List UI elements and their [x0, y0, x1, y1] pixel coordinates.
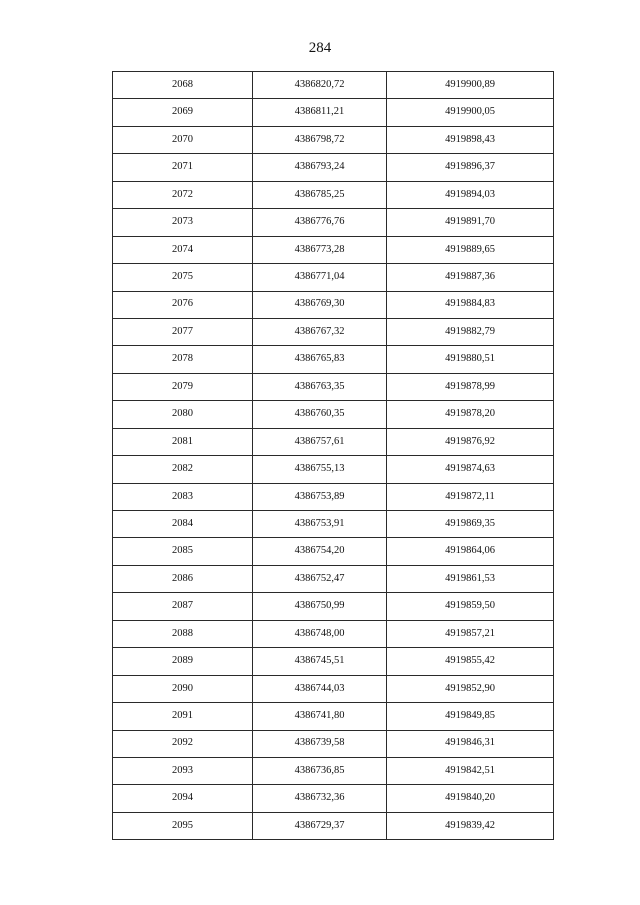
x-coordinate-cell: 4386732,36: [253, 785, 387, 812]
table-row: [113, 648, 554, 675]
point-number-cell: 2094: [113, 785, 253, 812]
y-coordinate-cell: 4919876,92: [387, 428, 554, 455]
y-coordinate-cell: 4919884,83: [387, 291, 554, 318]
x-coordinate-cell: 4386744,03: [253, 675, 387, 702]
table-row: [113, 264, 554, 291]
x-coordinate-cell: 4386769,30: [253, 291, 387, 318]
x-coordinate-cell: 4386752,47: [253, 565, 387, 592]
table-row: [113, 401, 554, 428]
point-number-cell: 2081: [113, 428, 253, 455]
point-number-cell: 2090: [113, 675, 253, 702]
y-coordinate-cell: 4919855,42: [387, 648, 554, 675]
point-number-cell: 2071: [113, 154, 253, 181]
table-row: [113, 511, 554, 538]
x-coordinate-cell: 4386760,35: [253, 401, 387, 428]
x-coordinate-cell: 4386748,00: [253, 620, 387, 647]
point-number-cell: 2091: [113, 703, 253, 730]
point-number-cell: 2092: [113, 730, 253, 757]
y-coordinate-cell: 4919849,85: [387, 703, 554, 730]
x-coordinate-cell: 4386754,20: [253, 538, 387, 565]
table-row: [113, 154, 554, 181]
table-row: [113, 620, 554, 647]
table-row: [113, 565, 554, 592]
x-coordinate-cell: 4386798,72: [253, 126, 387, 153]
y-coordinate-cell: 4919857,21: [387, 620, 554, 647]
x-coordinate-cell: 4386773,28: [253, 236, 387, 263]
y-coordinate-cell: 4919894,03: [387, 181, 554, 208]
point-number-cell: 2080: [113, 401, 253, 428]
point-number-cell: 2086: [113, 565, 253, 592]
x-coordinate-cell: 4386763,35: [253, 373, 387, 400]
table-row: [113, 318, 554, 345]
y-coordinate-cell: 4919864,06: [387, 538, 554, 565]
table-row: [113, 209, 554, 236]
coordinates-table-body: [113, 72, 554, 840]
y-coordinate-cell: 4919869,35: [387, 511, 554, 538]
x-coordinate-cell: 4386765,83: [253, 346, 387, 373]
point-number-cell: 2079: [113, 373, 253, 400]
table-row: [113, 428, 554, 455]
x-coordinate-cell: 4386811,21: [253, 99, 387, 126]
table-row: [113, 703, 554, 730]
point-number-cell: 2077: [113, 318, 253, 345]
table-row: [113, 593, 554, 620]
point-number-cell: 2070: [113, 126, 253, 153]
y-coordinate-cell: 4919880,51: [387, 346, 554, 373]
table-row: [113, 72, 554, 99]
point-number-cell: 2087: [113, 593, 253, 620]
table-row: [113, 346, 554, 373]
x-coordinate-cell: 4386741,80: [253, 703, 387, 730]
y-coordinate-cell: 4919878,20: [387, 401, 554, 428]
table-row: [113, 373, 554, 400]
y-coordinate-cell: 4919900,05: [387, 99, 554, 126]
page-number: 284: [308, 40, 332, 56]
point-number-cell: 2073: [113, 209, 253, 236]
x-coordinate-cell: 4386785,25: [253, 181, 387, 208]
y-coordinate-cell: 4919861,53: [387, 565, 554, 592]
y-coordinate-cell: 4919882,79: [387, 318, 554, 345]
x-coordinate-cell: 4386753,89: [253, 483, 387, 510]
y-coordinate-cell: 4919887,36: [387, 264, 554, 291]
x-coordinate-cell: 4386753,91: [253, 511, 387, 538]
y-coordinate-cell: 4919891,70: [387, 209, 554, 236]
point-number-cell: 2088: [113, 620, 253, 647]
point-number-cell: 2089: [113, 648, 253, 675]
y-coordinate-cell: 4919898,43: [387, 126, 554, 153]
point-number-cell: 2076: [113, 291, 253, 318]
point-number-cell: 2083: [113, 483, 253, 510]
point-number-cell: 2072: [113, 181, 253, 208]
point-number-cell: 2078: [113, 346, 253, 373]
table-row: [113, 291, 554, 318]
table-row: [113, 785, 554, 812]
y-coordinate-cell: 4919889,65: [387, 236, 554, 263]
point-number-cell: 2082: [113, 456, 253, 483]
point-number-cell: 2068: [113, 72, 253, 99]
x-coordinate-cell: 4386776,76: [253, 209, 387, 236]
x-coordinate-cell: 4386729,37: [253, 812, 387, 839]
point-number-cell: 2075: [113, 264, 253, 291]
table-row: [113, 456, 554, 483]
y-coordinate-cell: 4919874,63: [387, 456, 554, 483]
y-coordinate-cell: 4919859,50: [387, 593, 554, 620]
y-coordinate-cell: 4919852,90: [387, 675, 554, 702]
x-coordinate-cell: 4386750,99: [253, 593, 387, 620]
point-number-cell: 2085: [113, 538, 253, 565]
point-number-cell: 2069: [113, 99, 253, 126]
y-coordinate-cell: 4919846,31: [387, 730, 554, 757]
table-row: [113, 99, 554, 126]
y-coordinate-cell: 4919840,20: [387, 785, 554, 812]
x-coordinate-cell: 4386745,51: [253, 648, 387, 675]
point-number-cell: 2084: [113, 511, 253, 538]
y-coordinate-cell: 4919839,42: [387, 812, 554, 839]
x-coordinate-cell: 4386771,04: [253, 264, 387, 291]
table-row: [113, 483, 554, 510]
table-row: [113, 538, 554, 565]
table-row: [113, 181, 554, 208]
table-row: [113, 236, 554, 263]
point-number-cell: 2074: [113, 236, 253, 263]
table-row: [113, 812, 554, 839]
x-coordinate-cell: 4386793,24: [253, 154, 387, 181]
point-number-cell: 2093: [113, 757, 253, 784]
table-row: [113, 126, 554, 153]
table-row: [113, 730, 554, 757]
x-coordinate-cell: 4386755,13: [253, 456, 387, 483]
y-coordinate-cell: 4919872,11: [387, 483, 554, 510]
y-coordinate-cell: 4919842,51: [387, 757, 554, 784]
y-coordinate-cell: 4919896,37: [387, 154, 554, 181]
point-number-cell: 2095: [113, 812, 253, 839]
y-coordinate-cell: 4919878,99: [387, 373, 554, 400]
y-coordinate-cell: 4919900,89: [387, 72, 554, 99]
table-row: [113, 675, 554, 702]
x-coordinate-cell: 4386820,72: [253, 72, 387, 99]
x-coordinate-cell: 4386736,85: [253, 757, 387, 784]
table-row: [113, 757, 554, 784]
x-coordinate-cell: 4386739,58: [253, 730, 387, 757]
x-coordinate-cell: 4386757,61: [253, 428, 387, 455]
x-coordinate-cell: 4386767,32: [253, 318, 387, 345]
coordinates-table: [112, 71, 554, 840]
